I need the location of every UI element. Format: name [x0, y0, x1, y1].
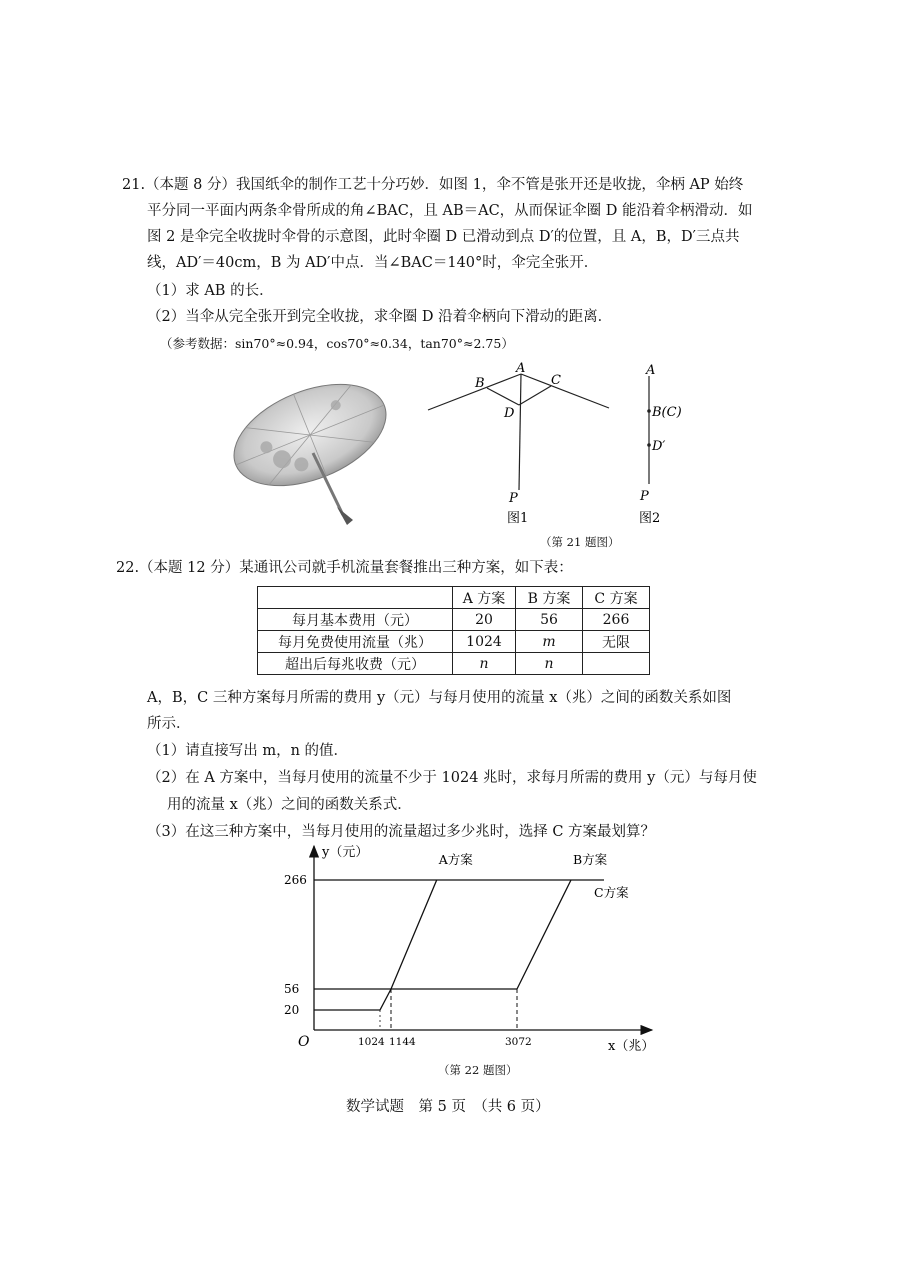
table-cell: 20: [453, 609, 516, 631]
series-line-a: [314, 880, 437, 1010]
table-cell: m: [516, 631, 583, 653]
fig1-label-p: P: [509, 491, 518, 506]
q22-subquestion-2b: 用的流量 x（兆）之间的函数关系式．: [167, 797, 412, 813]
y-tick-label: 56: [284, 982, 300, 996]
q22-subquestion-1: （1）请直接写出 m，n 的值．: [147, 743, 349, 759]
q22-subquestion-3: （3）在这三种方案中，当每月使用的流量超过多少兆时，选择 C 方案最划算？: [147, 824, 656, 840]
figure-2-closed-umbrella-diagram: [630, 358, 700, 530]
fig1-label-c: C: [551, 373, 561, 388]
q22-figure-caption: （第 22 题图）: [438, 1063, 518, 1077]
q22-line-1: 22.（本题 12 分）某通讯公司就手机流量套餐推出三种方案，如下表：: [116, 560, 573, 576]
table-cell: 无限: [583, 631, 650, 653]
q21-line-2: 平分同一平面内两条伞骨所成的角∠BAC，且 AB＝AC，从而保证伞圈 D 能沿着伞柄滑动．如: [147, 203, 753, 219]
fig1-label-d: D: [504, 406, 515, 421]
series-line-b: [314, 880, 571, 989]
x-axis-label: x（兆）: [608, 1039, 655, 1054]
fig2-caption: 图2: [639, 511, 661, 526]
table-cell: n: [516, 653, 583, 675]
y-tick-label: 20: [284, 1003, 300, 1017]
table-header: A 方案: [453, 587, 516, 609]
table-row: [258, 653, 650, 675]
x-tick-label: 1024: [358, 1036, 385, 1048]
table-cell: 每月基本费用（元）: [258, 609, 453, 631]
series-label-a: A方案: [438, 852, 473, 867]
fig2-label-a: A: [646, 363, 656, 378]
table-cell: [258, 587, 453, 609]
q21-subquestion-2: （2）当伞从完全张开到完全收拢，求伞圈 D 沿着伞柄向下滑动的距离．: [147, 309, 613, 325]
table-header: B 方案: [516, 587, 583, 609]
q22-line-2: A，B，C 三种方案每月所需的费用 y（元）与每月使用的流量 x（兆）之间的函数关系如图: [147, 690, 732, 706]
fig1-label-b: B: [475, 376, 485, 391]
table-header: C 方案: [583, 587, 650, 609]
x-tick-label: 3072: [505, 1036, 532, 1048]
table-row: [258, 631, 650, 653]
fig2-label-p: P: [640, 489, 649, 504]
fig1-label-a: A: [516, 361, 526, 376]
q22-subquestion-2a: （2）在 A 方案中，当每月使用的流量不少于 1024 兆时，求每月所需的费用 y（元）与每月使: [147, 770, 757, 786]
q21-line-4: 线，AD′＝40cm，B 为 AD′中点．当∠BAC＝140°时，伞完全张开．: [147, 255, 599, 271]
y-tick-label: 266: [284, 873, 307, 887]
q21-reference-data: （参考数据：sin70°≈0.94，cos70°≈0.34，tan70°≈2.75）: [160, 336, 514, 351]
x-tick-label: 1144: [389, 1036, 416, 1048]
table-row: [258, 587, 650, 609]
series-label-b: B方案: [572, 852, 608, 867]
q21-subquestion-1: （1）求 AB 的长．: [147, 283, 274, 299]
q22-plan-table: [257, 586, 650, 675]
q21-line-1: 21.（本题 8 分）我国纸伞的制作工艺十分巧妙．如图 1，伞不管是张开还是收拢，伞柄 AP 始终: [122, 177, 744, 193]
q22-line-3: 所示．: [147, 716, 191, 732]
umbrella-photo: [225, 375, 395, 535]
figure-1-open-umbrella-diagram: [425, 358, 615, 530]
q21-line-3: 图 2 是伞完全收拢时伞骨的示意图，此时伞圈 D 已滑动到点 D′的位置，且 A，B，D′三点共: [147, 229, 740, 245]
table-cell: 56: [516, 609, 583, 631]
table-cell: 超出后每兆收费（元）: [258, 653, 453, 675]
fig1-caption: 图1: [507, 511, 529, 526]
y-axis-label: y（元）: [322, 845, 369, 860]
table-cell: [583, 653, 650, 675]
fig2-label-bc: B(C): [652, 405, 682, 420]
origin-label: O: [298, 1034, 310, 1050]
table-cell: 每月免费使用流量（兆）: [258, 631, 453, 653]
fig2-label-d-prime: D′: [652, 439, 666, 454]
table-row: [258, 609, 650, 631]
q22-function-graph: [280, 840, 660, 1058]
page-footer: 数学试题 第 5 页 （共 6 页）: [346, 1099, 550, 1115]
q21-figure-caption: （第 21 题图）: [540, 535, 620, 549]
table-cell: 1024: [453, 631, 516, 653]
table-cell: 266: [583, 609, 650, 631]
series-label-c: C方案: [594, 885, 629, 900]
table-cell: n: [453, 653, 516, 675]
